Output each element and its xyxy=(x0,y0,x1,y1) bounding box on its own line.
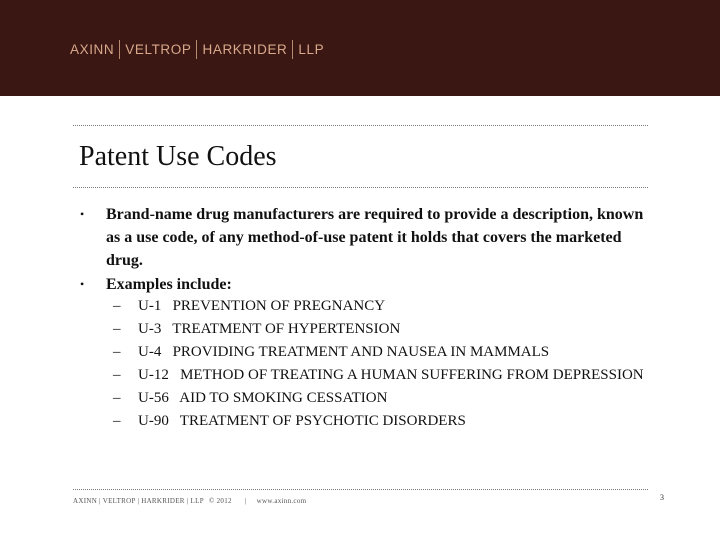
list-item xyxy=(80,412,660,431)
logo-part-llp: LLP xyxy=(298,42,325,57)
use-code-text: U-1 PREVENTION OF PREGNANCY xyxy=(138,298,386,314)
page-number: 3 xyxy=(660,493,664,502)
use-code-text: U-3 TREATMENT OF HYPERTENSION xyxy=(138,321,401,337)
footer-copyright: © 2012 xyxy=(208,497,232,505)
firm-logo xyxy=(70,40,324,59)
logo-part-axinn: AXINN xyxy=(70,42,115,57)
list-item xyxy=(80,366,660,385)
use-code-text: U-56 AID TO SMOKING CESSATION xyxy=(138,390,388,406)
logo-part-harkrider: HARKRIDER xyxy=(202,42,288,57)
use-code-text: U-4 PROVIDING TREATMENT AND NAUSEA IN MAMMALS xyxy=(138,344,550,360)
footer xyxy=(73,497,309,505)
dash-icon: – xyxy=(113,413,121,429)
bullet-item xyxy=(80,203,660,272)
use-code-text: U-90 TREATMENT OF PSYCHOTIC DISORDERS xyxy=(138,413,466,429)
bullet-text: Brand-name drug manufacturers are required to provide a description, known as a use code, of any method-of-use patent it holds that covers the marketed drug. xyxy=(106,206,644,269)
list-item xyxy=(80,343,660,362)
bullet-dot-icon: • xyxy=(80,277,85,291)
dash-icon: – xyxy=(113,390,121,406)
use-code-text: U-12 METHOD OF TREATING A HUMAN SUFFERING FROM DEPRESSION xyxy=(138,367,644,383)
bullet-item xyxy=(80,273,660,296)
footer-divider-glyph: | xyxy=(244,497,247,505)
use-code-list xyxy=(80,297,660,431)
dash-icon: – xyxy=(113,367,121,383)
slide-title: Patent Use Codes xyxy=(79,141,277,172)
logo-part-veltrop: VELTROP xyxy=(125,42,192,57)
bullet-text: Examples include: xyxy=(106,276,232,293)
slide-content xyxy=(80,203,660,435)
dash-icon: – xyxy=(113,321,121,337)
logo-separator xyxy=(119,40,120,59)
top-divider xyxy=(73,125,648,126)
dash-icon: – xyxy=(113,298,121,314)
logo-separator xyxy=(292,40,293,59)
title-divider xyxy=(73,187,648,188)
bullet-dot-icon: • xyxy=(80,207,85,221)
list-item xyxy=(80,389,660,408)
footer-firm: AXINN | VELTROP | HARKRIDER | LLP xyxy=(73,497,204,505)
footer-website[interactable]: www.axinn.com xyxy=(256,497,307,505)
dash-icon: – xyxy=(113,344,121,360)
footer-divider xyxy=(73,489,648,490)
list-item xyxy=(80,297,660,316)
list-item xyxy=(80,320,660,339)
logo-separator xyxy=(196,40,197,59)
header-banner xyxy=(0,0,720,96)
